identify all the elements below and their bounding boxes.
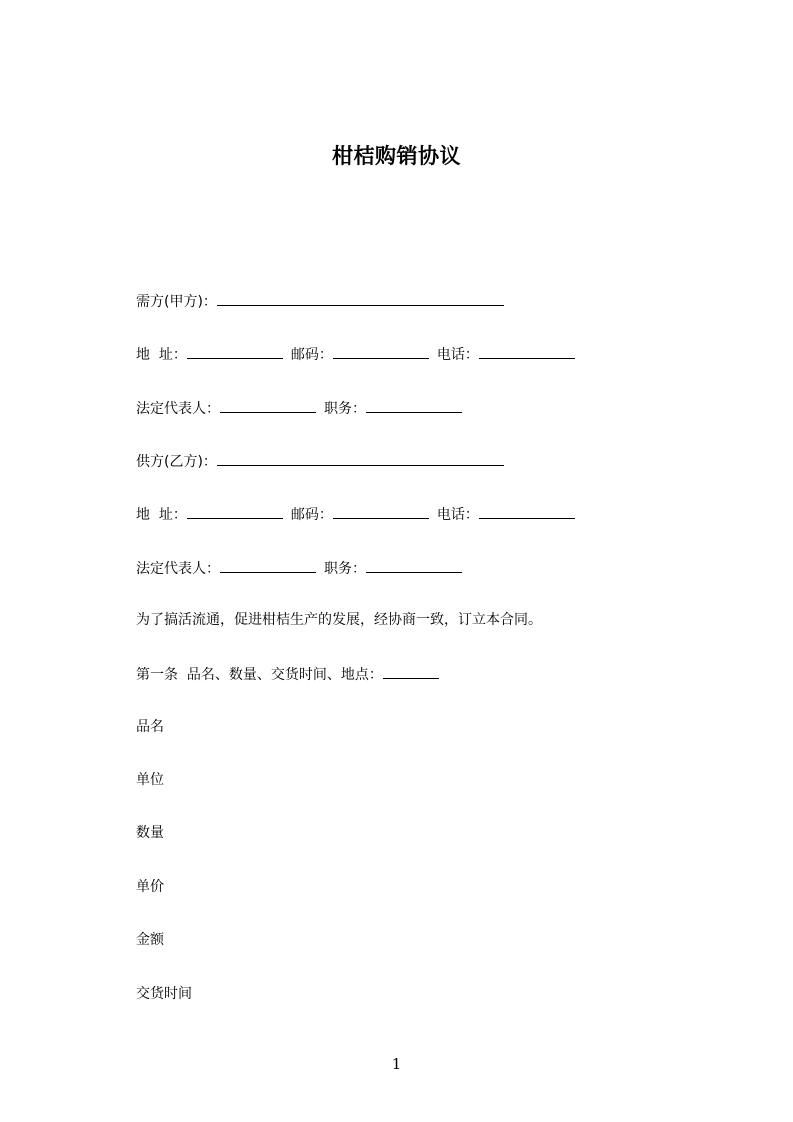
document-title: 柑桔购销协议 <box>332 144 461 168</box>
seller-postcode-label: 邮码： <box>290 507 333 523</box>
buyer-address-line <box>136 344 575 365</box>
buyer-postcode-blank[interactable] <box>333 344 429 359</box>
seller-rep-blank[interactable] <box>220 558 316 573</box>
item-label: 单位 <box>136 772 164 788</box>
seller-name-label: 供方(乙方)： <box>136 454 217 470</box>
buyer-rep-label: 法定代表人： <box>136 401 220 417</box>
buyer-position-label: 职务： <box>324 401 366 417</box>
buyer-phone-blank[interactable] <box>479 344 575 359</box>
seller-position-blank[interactable] <box>366 558 462 573</box>
buyer-address-label: 地 址： <box>136 347 187 363</box>
seller-address-blank[interactable] <box>187 504 283 519</box>
buyer-postcode-label: 邮码： <box>290 347 333 363</box>
buyer-rep-line <box>136 398 462 419</box>
buyer-rep-blank[interactable] <box>220 398 316 413</box>
seller-name-line <box>136 451 504 472</box>
page-number: 1 <box>391 1055 402 1073</box>
buyer-phone-label: 电话： <box>436 347 479 363</box>
seller-rep-label: 法定代表人： <box>136 561 220 577</box>
seller-address-label: 地 址： <box>136 507 187 523</box>
buyer-name-label: 需方(甲方)： <box>136 294 217 310</box>
article-1-blank[interactable] <box>383 664 439 679</box>
seller-rep-line <box>136 558 462 579</box>
article-1-line <box>136 664 439 685</box>
article-1-label: 第一条 品名、数量、交货时间、地点： <box>136 667 383 683</box>
buyer-name-line <box>136 291 504 312</box>
buyer-position-blank[interactable] <box>366 398 462 413</box>
seller-position-label: 职务： <box>324 561 366 577</box>
buyer-address-blank[interactable] <box>187 344 283 359</box>
intro-paragraph: 为了搞活流通，促进柑桔生产的发展，经协商一致，订立本合同。 <box>136 612 542 628</box>
seller-name-blank[interactable] <box>217 451 504 466</box>
seller-postcode-blank[interactable] <box>333 504 429 519</box>
seller-address-line <box>136 504 575 525</box>
buyer-name-blank[interactable] <box>217 291 504 306</box>
item-label: 品名 <box>136 719 164 735</box>
seller-phone-blank[interactable] <box>479 504 575 519</box>
item-label: 交货时间 <box>136 986 192 1002</box>
item-label: 单价 <box>136 879 164 895</box>
item-label: 数量 <box>136 825 164 841</box>
item-label: 金额 <box>136 932 164 948</box>
seller-phone-label: 电话： <box>436 507 479 523</box>
